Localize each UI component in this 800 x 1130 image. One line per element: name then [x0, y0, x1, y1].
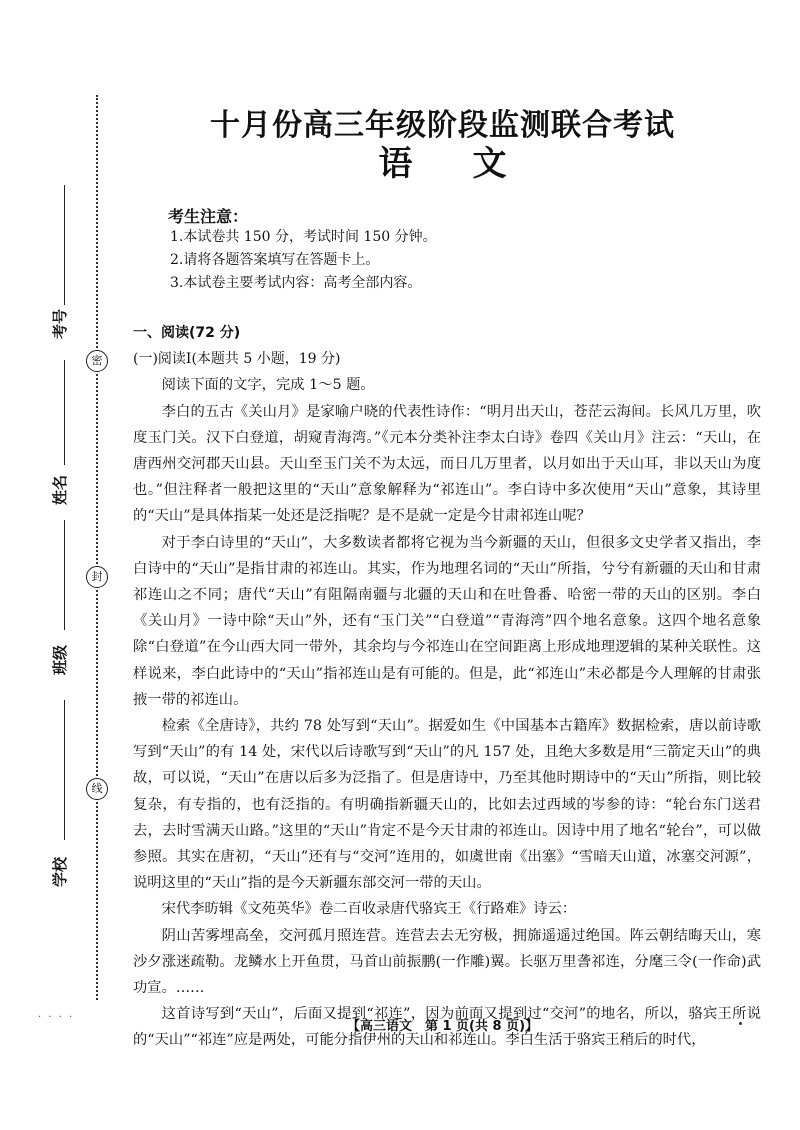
instruction: 阅读下面的文字，完成 1～5 题。 — [161, 377, 375, 394]
school-line — [64, 700, 65, 840]
seal-mark-xian: 线 — [86, 778, 108, 800]
notice-list — [170, 226, 437, 295]
footer-dot — [739, 1022, 742, 1025]
exam-number-line — [64, 185, 65, 305]
name-label: 姓名 — [51, 474, 69, 505]
binding-margin — [0, 0, 115, 1130]
exam-title: 十月份高三年级阶段监测联合考试 — [210, 108, 675, 143]
class-label: 班级 — [51, 644, 69, 675]
paragraph: 检索《全唐诗》，共约 78 处写到“天山”。据爱如生《中国基本古籍库》数据检索，唐以前诗歌写到“天山”的有 14 处，宋代以后诗歌写到“天山”的凡 157 处，且绝大多数是用“三箭定天山”的典故，可以说，“天山”在唐以后多为泛指了。但是唐诗中，乃至其他时期诗中的“天山”所指，则比较复杂，有专指的，也有泛指的。有明确指新疆天山的，比如去过西域的岑参的诗：“轮台东门送君去，去时雪满天山路。”这里的“天山”肯定不是今天甘肃的祁连山。因诗中用了地名“轮台”，可以做参照。其实在唐初，“天山”还有与“交河”连用的，如虞世南《出塞》“雪暗天山道，冰塞交河源”，说明这里的“天山”指的是今天新疆东部交河一带的天山。 — [133, 718, 761, 892]
subject-title: 语文 — [378, 144, 567, 184]
seal-mark-feng: 封 — [86, 566, 108, 588]
name-line — [64, 360, 65, 465]
paragraph: 这首诗写到“天山”，后面又提到“祁连”，因为前面又提到过“交河”的地名，所以，骆宾王所说的“天山”“祁连”应是两处，可能分指伊州的天山和祁连山。李白生活于骆宾王稍后的时代， — [133, 1006, 761, 1049]
corner-marks: · · · · — [38, 1012, 75, 1023]
paragraph: 宋代李昉辑《文苑英华》卷二百收录唐代骆宾王《行路难》诗云： — [161, 901, 577, 918]
page-footer: 【高三语文 第 1 页(共 8 页)】 — [346, 1019, 539, 1034]
reading-passage — [133, 320, 761, 1054]
notice-item: 1.本试卷共 150 分，考试时间 150 分钟。 — [170, 229, 437, 245]
seal-dotted-line — [96, 95, 98, 1000]
class-line — [64, 520, 65, 630]
seal-mark-mi: 密 — [86, 350, 108, 372]
exam-number-label: 考号 — [51, 308, 69, 339]
poem-quote: 阴山苦雾埋高垒，交河孤月照连营。连营去去无穷极，拥旆遥遥过绝国。阵云朝结晦天山，寒沙夕涨迷疏勒。龙鳞水上开鱼贯，马首山前振鹏(一作雕)翼。长驱万里詟祁连，分麾三令(一作命)武功宣。…… — [133, 927, 761, 997]
notice-item: 3.本试卷主要考试内容：高考全部内容。 — [170, 275, 422, 291]
section-subheading: (一)阅读Ⅰ(本题共 5 小题，19 分) — [133, 351, 341, 368]
section-heading: 一、阅读(72 分) — [133, 325, 241, 341]
notice-item: 2.请将各题答案填写在答题卡上。 — [170, 252, 380, 268]
paragraph: 李白的五古《关山月》是家喻户晓的代表性诗作：“明月出天山，苍茫云海间。长风几万里，吹度玉门关。汉下白登道，胡窥青海湾。”《元本分类补注李太白诗》卷四《关山月》注云：“天山，在唐西州交河郡天山县。天山至玉门关不为太远，而日几万里者，以月如出于天山耳，非以天山为度也。”但注释者一般把这里的“天山”意象解释为“祁连山”。李白诗中多次使用“天山”意象，其诗里的“天山”是具体指某一处还是泛指呢？是不是就一定是今甘肃祁连山呢？ — [133, 403, 761, 525]
notice-title: 考生注意： — [168, 207, 249, 226]
school-label: 学校 — [51, 856, 69, 887]
paragraph: 对于李白诗里的“天山”，大多数读者都将它视为当今新疆的天山，但很多文史学者又指出，李白诗中的“天山”是指甘肃的祁连山。其实，作为地理名词的“天山”所指，兮兮有新疆的天山和甘肃祁连山之不同；唐代“天山”有阻隔南疆与北疆的天山和在吐鲁番、哈密一带的天山的区别。李白《关山月》一诗中除“天山”外，还有“玉门关”“白登道”“青海湾”四个地名意象。这四个地名意象除“白登道”在今山西大同一带外，其余均与今祁连山在空间距离上形成地理逻辑的某种关联性。这样说来，李白此诗中的“天山”指祁连山是有可能的。但是，此“祁连山”未必都是今人理解的甘肃张掖一带的祁连山。 — [133, 534, 761, 708]
